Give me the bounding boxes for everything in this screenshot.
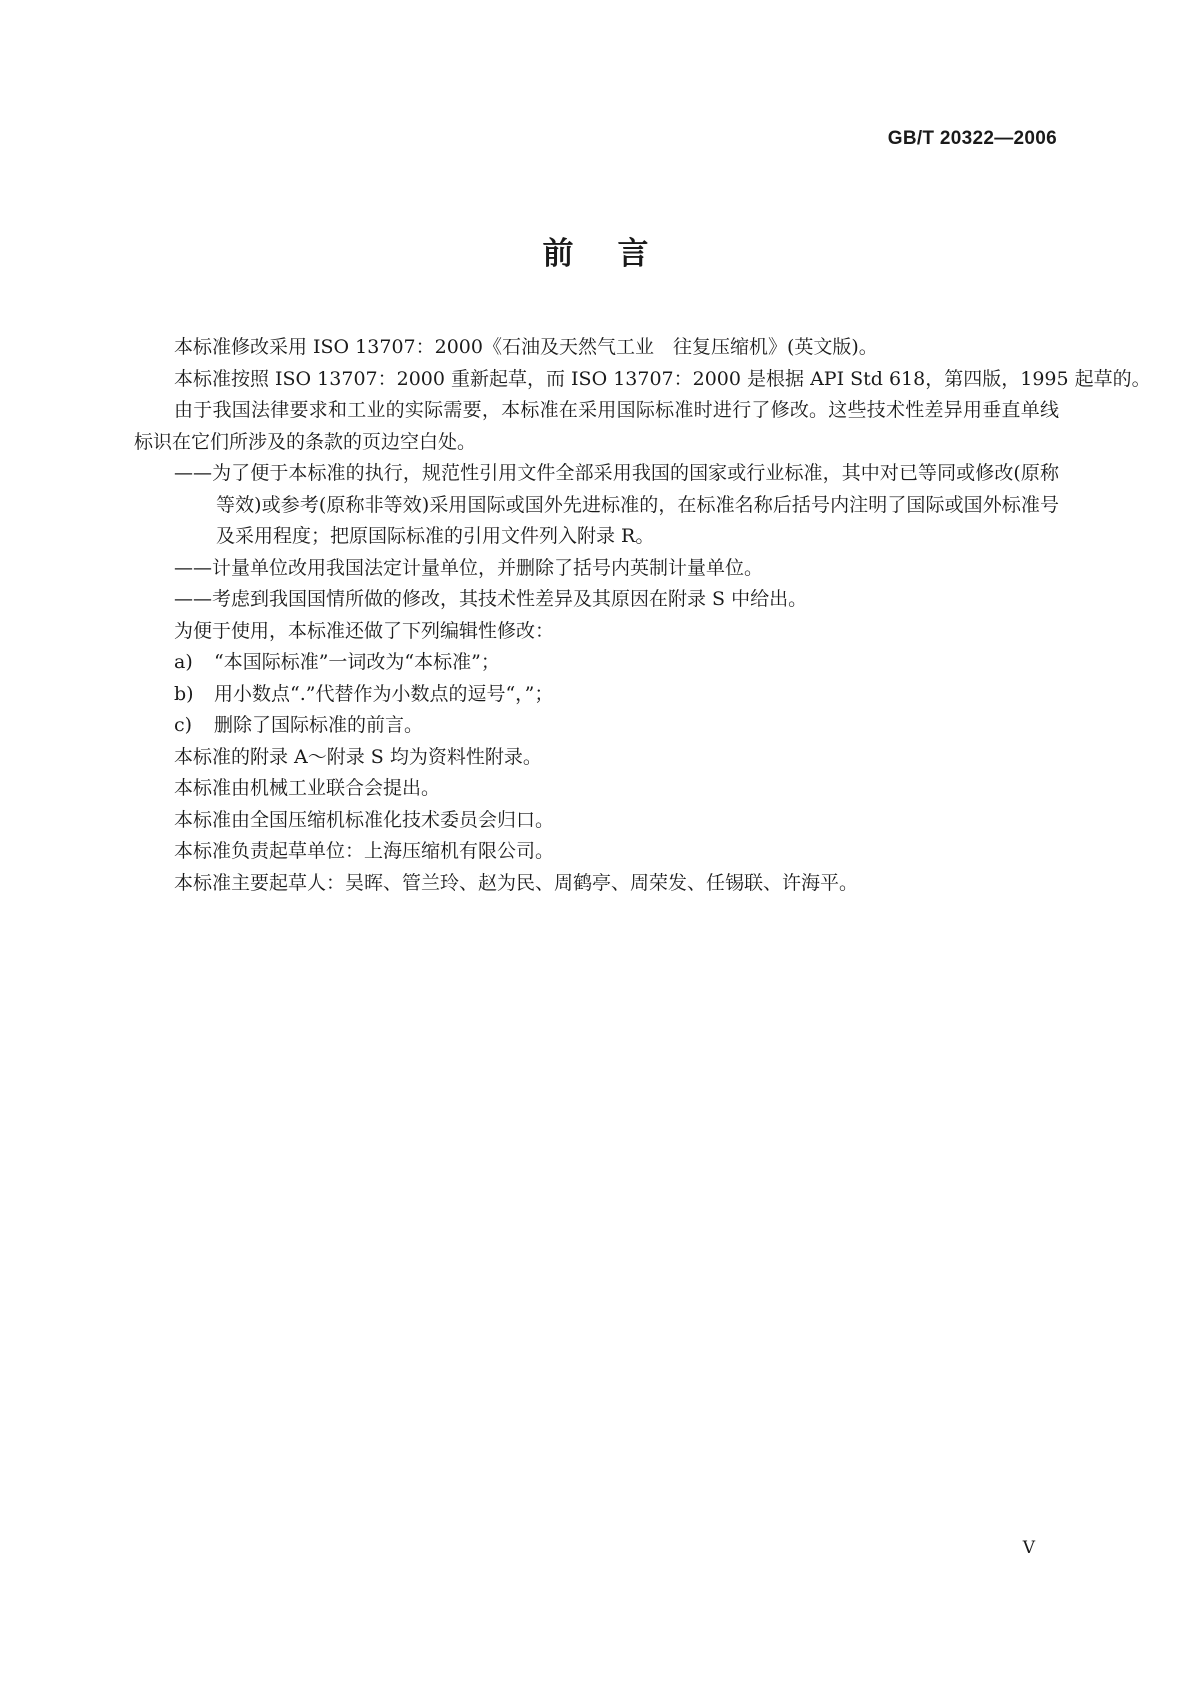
paragraph-drafting-basis: 本标准按照 ISO 13707：2000 重新起草，而 ISO 13707：2000 是根据 API Std 618，第四版，1995 起草的。 [174, 367, 1151, 390]
paragraph-proposer: 本标准由机械工业联合会提出。 [174, 777, 441, 799]
paragraph-adoption: 本标准修改采用 ISO 13707：2000《石油及天然气工业 往复压缩机》(英文版)。 [174, 336, 878, 358]
standard-number: GB/T 20322—2006 [887, 128, 1057, 149]
list-item-label: b) [174, 682, 194, 705]
paragraph-administrator: 本标准由全国压缩机标准化技术委员会归口。 [174, 808, 555, 831]
paragraph-annexes: 本标准的附录 A～附录 S 均为资料性附录。 [174, 745, 542, 768]
list-item-text: 用小数点“.”代替作为小数点的逗号“，”； [214, 682, 554, 705]
list-item-label: a) [174, 651, 193, 673]
page-number: Ⅴ [1022, 1538, 1035, 1558]
paragraph-editorial-changes: 为便于使用，本标准还做了下列编辑性修改： [174, 619, 555, 642]
page-title: 前言 [542, 236, 693, 272]
list-item [134, 679, 1059, 711]
paragraph-technical-differences: 由于我国法律要求和工业的实际需要，本标准在采用国际标准时进行了修改。这些技术性差异用垂直单线标识在它们所涉及的条款的页边空白处。 [134, 399, 1059, 453]
list-item-label: c) [174, 714, 193, 736]
dash-item-units: ——计量单位改用我国法定计量单位，并删除了括号内英制计量单位。 [174, 556, 764, 579]
dash-item-normative-references: ——为了便于本标准的执行，规范性引用文件全部采用我国的国家或行业标准，其中对已等同或修改(原称等效)或参考(原称非等效)采用国际或国外先进标准的，在标准名称后括号内注明了国际或国外标准号及采用程度；把原国际标准的引用文件列入附录 R。 [174, 462, 1059, 547]
list-item [134, 710, 1059, 742]
dash-item-national-conditions: ——考虑到我国国情所做的修改，其技术性差异及其原因在附录 S 中给出。 [174, 588, 808, 610]
list-item-text: 删除了国际标准的前言。 [214, 714, 424, 736]
list-item [134, 647, 1059, 679]
foreword-body [134, 332, 1151, 899]
paragraph-drafting-unit: 本标准负责起草单位：上海压缩机有限公司。 [174, 840, 555, 862]
list-item-text: “本国际标准”一词改为“本标准”； [214, 651, 500, 673]
paragraph-drafters: 本标准主要起草人：吴晖、管兰玲、赵为民、周鹤亭、周荣发、任锡联、许海平。 [174, 871, 859, 894]
